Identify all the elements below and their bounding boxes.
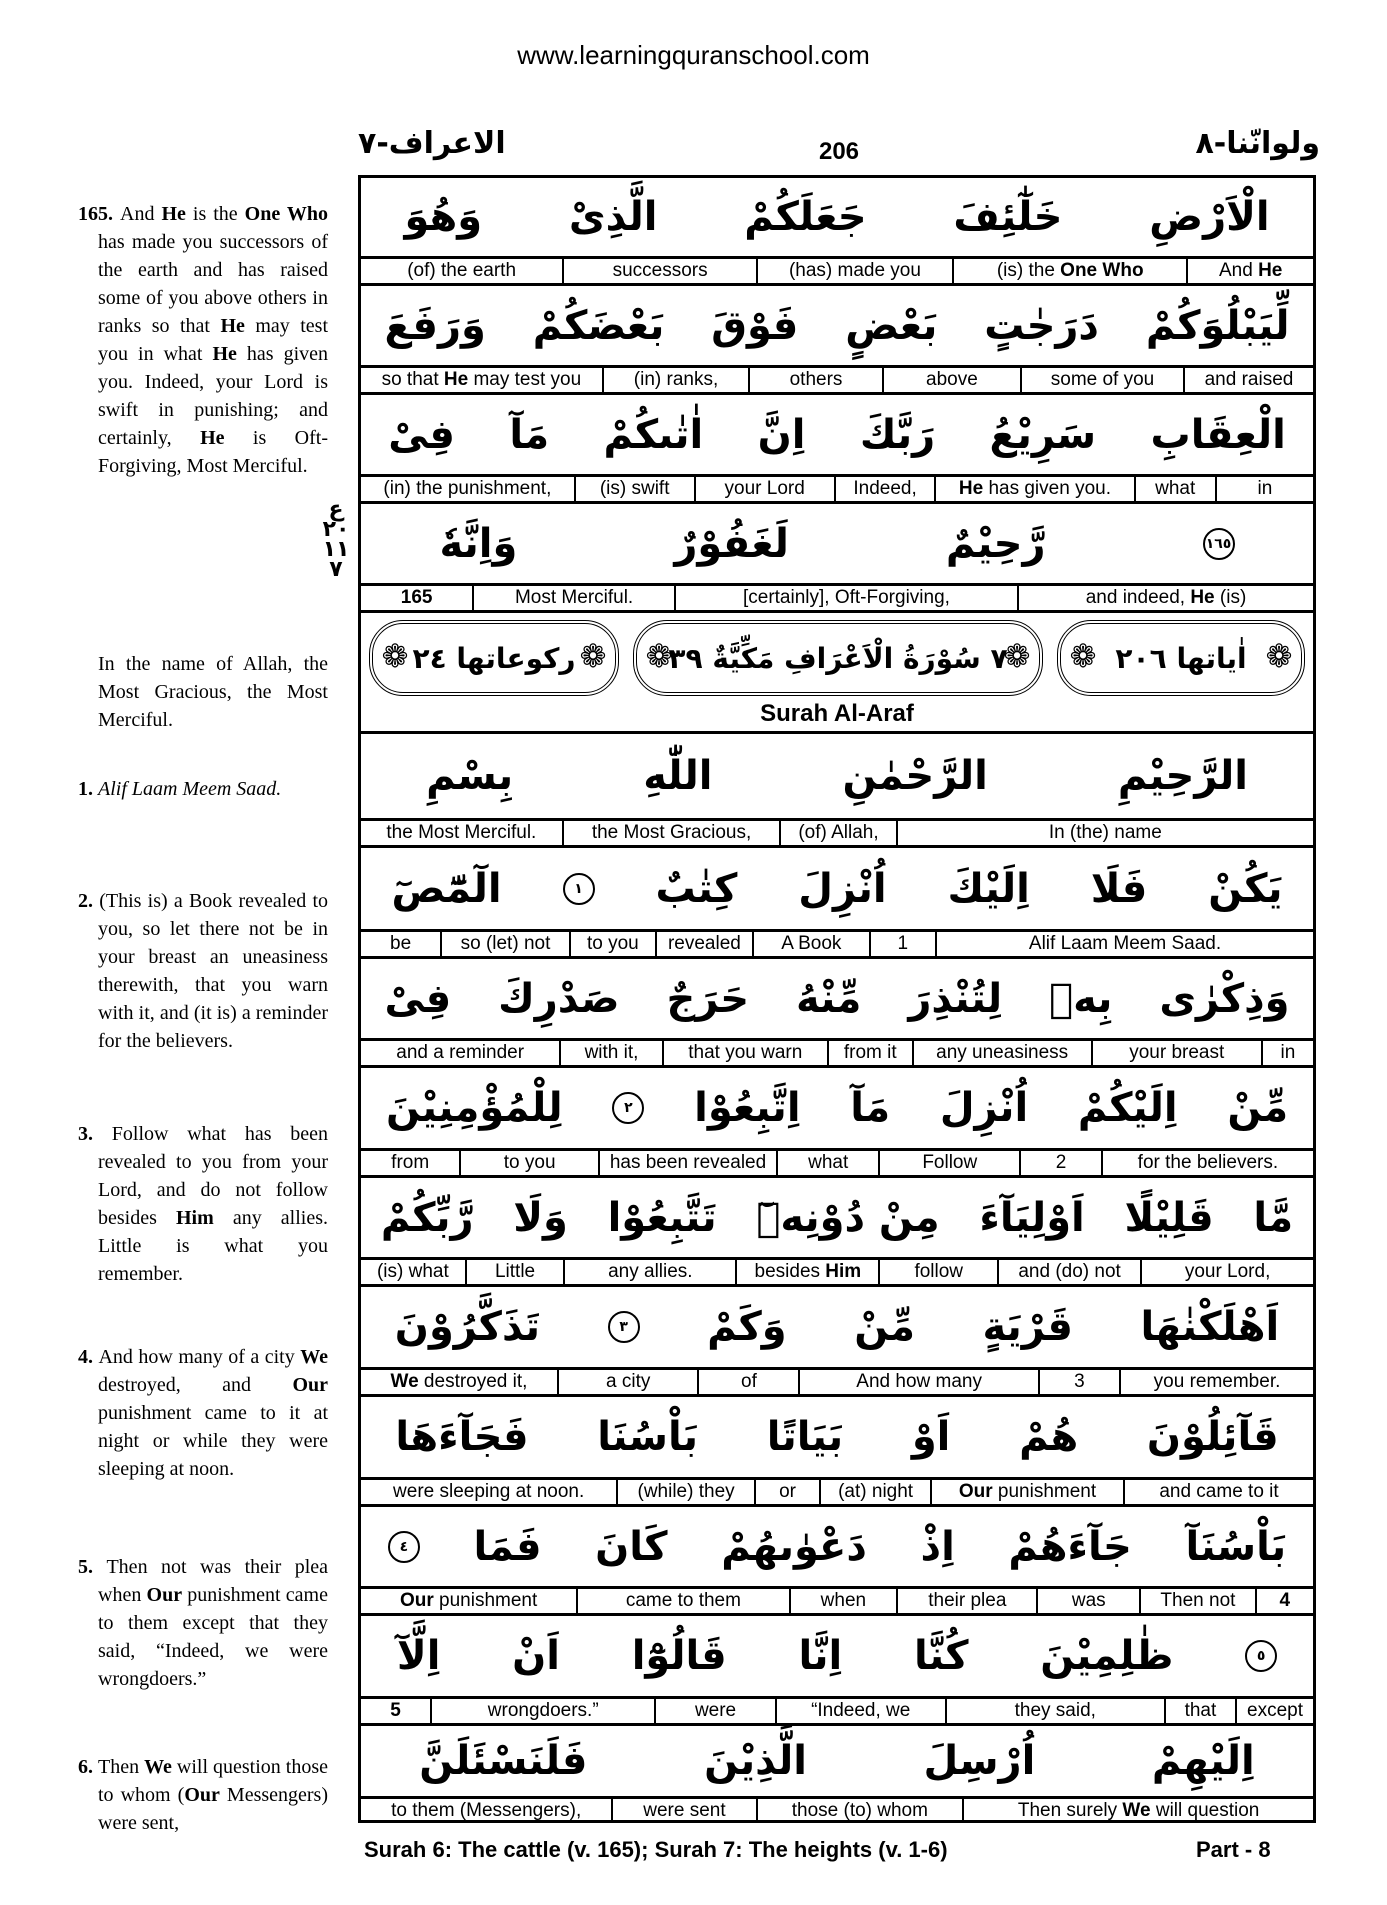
arabic-row bbox=[361, 395, 1313, 474]
arabic-word: قَآئِلُوْنَ bbox=[1146, 1414, 1279, 1460]
arabic-word: بَاْسُنَا bbox=[597, 1414, 699, 1460]
word-translation-cell: were sleeping at noon. bbox=[361, 1480, 618, 1504]
verse-number: 5. bbox=[78, 1556, 107, 1578]
arabic-row bbox=[361, 1287, 1313, 1367]
word-translation-cell: others bbox=[750, 368, 884, 392]
arabic-word: فَمَا bbox=[473, 1523, 542, 1570]
arabesque-ornament-icon: ❁ bbox=[1003, 638, 1031, 674]
translation-verse-6 bbox=[78, 1753, 328, 1837]
arabic-word: اَوْلِيَآءَ bbox=[979, 1194, 1085, 1241]
word-translation-cell: your breast bbox=[1093, 1041, 1263, 1065]
verse-number: 6. bbox=[78, 1756, 99, 1778]
word-translation-cell: or bbox=[756, 1480, 821, 1504]
english-row bbox=[361, 256, 1313, 286]
word-translation-cell: wrongdoers.” bbox=[432, 1699, 656, 1723]
verse-number: 3. bbox=[78, 1123, 112, 1145]
word-by-word-grid bbox=[358, 175, 1316, 1823]
word-translation-cell: And how many bbox=[800, 1370, 1039, 1394]
ayah-end-marker: ٣ bbox=[608, 1311, 640, 1343]
word-translation-cell: A Book bbox=[754, 932, 871, 956]
word-translation-cell: your Lord bbox=[696, 477, 836, 501]
translation-verse-2 bbox=[78, 887, 328, 1055]
arabic-word: رَّبِّكُمْ bbox=[380, 1194, 474, 1241]
word-translation-cell: revealed bbox=[657, 932, 754, 956]
arabic-word: يَكُنْ bbox=[1208, 865, 1283, 912]
word-translation-cell: (is) swift bbox=[576, 477, 696, 501]
arabic-word: الٓمّٓصٓ bbox=[391, 865, 502, 912]
word-translation-cell: In (the) name bbox=[1048, 822, 1162, 843]
arabic-row bbox=[361, 1068, 1313, 1148]
word-translation-cell: for the believers. bbox=[1137, 1152, 1279, 1173]
translation-bismillah bbox=[78, 650, 328, 734]
running-head bbox=[358, 126, 1320, 176]
arabic-word: دَرَجٰتٍ bbox=[984, 302, 1099, 349]
word-translation-cell: any allies. bbox=[565, 1260, 737, 1284]
english-row bbox=[361, 1586, 1313, 1616]
translation-text: 2. (This is) a Book revealed to you, so let there not be in your breast an uneasiness therewith, that you warn with it, and (it is) a reminder for the believers. bbox=[78, 890, 329, 1052]
word-translation-cell: (has) made you bbox=[758, 259, 954, 283]
english-row bbox=[361, 1477, 1313, 1507]
word-translation-cell: from bbox=[361, 1151, 461, 1175]
word-translation-cell: so that He may test you bbox=[361, 368, 604, 392]
arabic-word: كِتٰبٌ bbox=[655, 865, 738, 912]
word-translation-cell: successors bbox=[564, 259, 758, 283]
verse-number: 2. bbox=[78, 890, 100, 912]
ruku-marker: ع ٢٠ ١١ ٧ bbox=[322, 497, 350, 582]
translation-text: 6. Then We will question those to whom (Our Messengers) were sent, bbox=[78, 1756, 329, 1834]
arabic-word: ظٰلِمِيْنَ bbox=[1040, 1633, 1174, 1679]
arabic-word: وَلَا bbox=[513, 1194, 568, 1241]
arabic-word: فَلَنَسْئَلَنَّ bbox=[419, 1738, 588, 1784]
surah-name-english: Surah Al-Araf bbox=[760, 700, 914, 727]
word-translation-cell: and a reminder bbox=[361, 1041, 561, 1065]
word-translation-cell: (is) the One Who bbox=[954, 259, 1188, 283]
word-translation-cell: were bbox=[656, 1699, 776, 1723]
word-translation-cell: Indeed, bbox=[836, 477, 937, 501]
word-translation-cell: with it, bbox=[561, 1041, 663, 1065]
word-translation-cell: any uneasiness bbox=[914, 1041, 1093, 1065]
arabic-word: وَاِنَّهٗ bbox=[439, 520, 518, 567]
arabic-word: بَعْضٍ bbox=[845, 302, 938, 349]
arabic-word: جَآءَهُمْ bbox=[1008, 1523, 1132, 1570]
arabic-word: اَوْ bbox=[911, 1414, 951, 1460]
english-row bbox=[361, 1257, 1313, 1287]
english-row bbox=[361, 929, 1313, 959]
arabic-word: مِّنْهُ bbox=[796, 975, 862, 1022]
arabic-word: قَالُوْٓا bbox=[631, 1633, 727, 1679]
arabic-word: كَانَ bbox=[595, 1523, 668, 1570]
arabic-word: دَعْوٰىهُمْ bbox=[721, 1523, 867, 1570]
arabic-word: اَنْ bbox=[512, 1633, 560, 1679]
arabic-word: لِّيَبْلُوَكُمْ bbox=[1145, 302, 1290, 349]
english-row bbox=[361, 1796, 1313, 1823]
word-translation-cell: 2 bbox=[1021, 1151, 1103, 1175]
english-row bbox=[361, 818, 1313, 848]
arabic-word: اِلَيْكَ bbox=[947, 865, 1030, 912]
translation-verse-5 bbox=[78, 1553, 328, 1693]
arabic-word: وَذِكْرٰى bbox=[1159, 975, 1290, 1022]
arabic-row bbox=[361, 1397, 1313, 1477]
arabic-word: بِهٖ bbox=[1049, 975, 1113, 1022]
word-translation-cell: from it bbox=[829, 1041, 914, 1065]
word-translation-cell: the Most Gracious, bbox=[564, 821, 782, 845]
arabic-word: بِسْمِ bbox=[426, 753, 514, 799]
word-translation-cell: of bbox=[699, 1370, 800, 1394]
word-translation-cell: 5 bbox=[361, 1699, 432, 1723]
word-translation-cell: above bbox=[884, 368, 1022, 392]
word-translation-cell: (in) ranks, bbox=[604, 368, 750, 392]
arabesque-ornament-icon: ❁ bbox=[579, 638, 607, 674]
word-translation-cell: (is) what bbox=[361, 1260, 467, 1284]
arabic-word: مِنْ دُوْنِهٖٓ bbox=[756, 1194, 940, 1241]
arabic-word: تَتَّبِعُوْا bbox=[607, 1194, 717, 1241]
word-translation-cell: when bbox=[791, 1589, 899, 1613]
word-translation-cell: (at) night bbox=[821, 1480, 932, 1504]
arabic-row bbox=[361, 959, 1313, 1038]
arabesque-ornament-icon: ❁ bbox=[1069, 638, 1097, 674]
arabic-word: مَآ bbox=[850, 1085, 891, 1131]
arabic-word: هُمْ bbox=[1019, 1414, 1079, 1460]
arabic-word: رَّحِيْمٌ bbox=[945, 520, 1046, 567]
word-translation-cell: what bbox=[778, 1151, 880, 1175]
arabic-row bbox=[361, 1178, 1313, 1257]
word-translation-cell: except bbox=[1247, 1700, 1303, 1721]
juz-name-arabic: ولوانّنا-٨ bbox=[1195, 126, 1320, 161]
translation-text: 4. And how many of a city We destroyed, and Our punishment came to it at night or while they were sleeping at noon. bbox=[78, 1346, 328, 1480]
site-url[interactable]: www.learningquranschool.com bbox=[517, 40, 870, 70]
ayat-count: اٰياتها ٢٠٦ bbox=[1115, 641, 1247, 675]
arabic-word: لِتُنْذِرَ bbox=[908, 975, 1003, 1022]
arabic-word: خَلٰٓئِفَ bbox=[953, 194, 1063, 240]
word-translation-cell: has been revealed bbox=[600, 1151, 778, 1175]
translation-verse-165 bbox=[78, 200, 328, 480]
arabic-word: وَهُوَ bbox=[404, 194, 483, 240]
word-translation-cell: and indeed, He (is) bbox=[1085, 587, 1247, 608]
word-translation-cell: and came to it bbox=[1159, 1481, 1279, 1502]
word-translation-cell: 1 bbox=[871, 932, 937, 956]
arabic-row bbox=[361, 1616, 1313, 1696]
english-row bbox=[361, 1038, 1313, 1068]
arabic-row bbox=[361, 848, 1313, 929]
arabic-word: مَّا bbox=[1253, 1194, 1294, 1241]
word-translation-cell: 3 bbox=[1040, 1370, 1121, 1394]
arabic-word: بَعْضَكُمْ bbox=[532, 302, 665, 349]
word-translation-cell: We destroyed it, bbox=[361, 1370, 559, 1394]
word-translation-cell: to you bbox=[461, 1151, 600, 1175]
footer-part: Part - 8 bbox=[1196, 1837, 1271, 1862]
arabic-word: اِلَيْهِمْ bbox=[1151, 1738, 1255, 1784]
translation-verse-3 bbox=[78, 1120, 328, 1288]
arabic-word: اُنْزِلَ bbox=[939, 1085, 1029, 1131]
word-translation-cell: their plea bbox=[898, 1589, 1038, 1613]
word-translation-cell: that you warn bbox=[664, 1041, 829, 1065]
arabic-row bbox=[361, 731, 1313, 818]
word-translation-cell: Our punishment bbox=[932, 1480, 1125, 1504]
surah-title-arabic: ٧ سُوْرَةُ الْاَعْرَافِ مَكِّيَّةٌ ٣٩ bbox=[668, 641, 1008, 675]
arabic-word: لَغَفُوْرٌ bbox=[674, 520, 789, 567]
arabic-word: الْعِقَابِ bbox=[1150, 411, 1286, 458]
verse-number: 1. bbox=[78, 778, 98, 800]
footer-surah-range: Surah 6: The cattle (v. 165); Surah 7: The heights (v. 1-6) bbox=[364, 1837, 948, 1862]
word-translation-cell: you remember. bbox=[1153, 1371, 1281, 1392]
arabic-word: اٰتٰىكُمْ bbox=[603, 411, 704, 458]
word-translation-cell: Follow bbox=[880, 1151, 1021, 1175]
arabic-word: اِنَّا bbox=[798, 1633, 843, 1679]
english-row bbox=[361, 1148, 1313, 1178]
word-translation-cell: were sent bbox=[613, 1799, 757, 1823]
arabic-word: اِلَّآ bbox=[396, 1633, 441, 1679]
word-translation-cell: to you bbox=[571, 932, 657, 956]
word-translation-cell: besides Him bbox=[737, 1260, 880, 1284]
word-translation-cell: and raised bbox=[1204, 369, 1294, 390]
word-translation-cell: follow bbox=[880, 1260, 999, 1284]
word-translation-cell: be bbox=[361, 932, 442, 956]
word-translation-cell: (of) Allah, bbox=[781, 821, 897, 845]
translation-verse-4 bbox=[78, 1343, 328, 1483]
page-number: 206 bbox=[818, 138, 860, 165]
arabic-word: سَرِيْعُ bbox=[989, 411, 1097, 458]
arabic-word: وَرَفَعَ bbox=[384, 302, 486, 349]
arabic-word: حَرَجٌ bbox=[666, 975, 750, 1022]
word-translation-cell: (of) the earth bbox=[361, 259, 564, 283]
arabic-word: لِلْمُؤْمِنِيْنَ bbox=[385, 1085, 563, 1131]
word-translation-cell: (in) the punishment, bbox=[361, 477, 576, 501]
word-translation-cell: came to them bbox=[578, 1589, 790, 1613]
arabic-word: مَآ bbox=[509, 411, 550, 458]
arabic-word: بَاْسُنَآ bbox=[1185, 1523, 1287, 1570]
translation-text: 165. And He is the One Who has made you successors of the earth and has raised some of you above others in ranks so that He may test you in what He has given you. Indeed, your Lord is swift in punishing; and certainly, He is Oft-Forgiving, Most Merciful. bbox=[78, 203, 328, 477]
word-translation-cell: in bbox=[1257, 478, 1273, 499]
arabic-word: فَلَا bbox=[1090, 865, 1148, 912]
arabic-word: فَجَآءَهَا bbox=[395, 1414, 529, 1460]
arabic-word: اِنَّ bbox=[757, 411, 806, 458]
word-translation-cell: And He bbox=[1218, 260, 1283, 281]
word-translation-cell: so (let) not bbox=[442, 932, 571, 956]
word-translation-cell: He has given you. bbox=[936, 477, 1135, 501]
arabic-word: وَكَمْ bbox=[707, 1304, 787, 1350]
english-row bbox=[361, 1367, 1313, 1397]
word-translation-cell: [certainly], Oft-Forgiving, bbox=[676, 586, 1019, 610]
surah-title-cartouche bbox=[633, 620, 1043, 696]
word-translation-cell: and (do) not bbox=[999, 1260, 1142, 1284]
word-translation-cell: 165 bbox=[361, 586, 474, 610]
arabic-word: اِتَّبِعُوْا bbox=[694, 1085, 801, 1131]
verse-number: 165. bbox=[78, 203, 120, 225]
arabic-row bbox=[361, 1726, 1313, 1796]
arabic-row bbox=[361, 1507, 1313, 1586]
arabic-word: اَهْلَكْنٰهَا bbox=[1140, 1304, 1280, 1350]
ayah-end-marker: ٤ bbox=[388, 1531, 420, 1563]
arabic-word: فِىْ bbox=[384, 975, 452, 1022]
word-translation-cell: in bbox=[1280, 1042, 1296, 1063]
word-translation-cell: 4 bbox=[1279, 1590, 1291, 1611]
ruku-count: ركوعاتها ٢٤ bbox=[412, 641, 576, 675]
translation-text: 1. Alif Laam Meem Saad. bbox=[78, 778, 282, 800]
word-translation-cell: was bbox=[1038, 1589, 1141, 1613]
arabic-word: جَعَلَكُمْ bbox=[744, 194, 867, 240]
arabic-word: تَذَكَّرُوْنَ bbox=[394, 1304, 541, 1350]
word-translation-cell: Our punishment bbox=[361, 1589, 578, 1613]
word-translation-cell: to them (Messengers), bbox=[361, 1799, 613, 1823]
ayah-end-marker: ٥ bbox=[1245, 1640, 1277, 1672]
word-translation-cell: they said, bbox=[947, 1699, 1166, 1723]
english-row bbox=[361, 583, 1313, 613]
arabic-row bbox=[361, 504, 1313, 583]
arabic-word: فَوْقَ bbox=[711, 302, 799, 349]
arabesque-ornament-icon: ❁ bbox=[645, 638, 673, 674]
ayah-end-marker: ٢ bbox=[612, 1092, 644, 1124]
english-row bbox=[361, 474, 1313, 504]
translation-verse-1 bbox=[78, 775, 328, 803]
arabic-word: كُنَّا bbox=[913, 1633, 969, 1679]
arabic-word: اُرْسِلَ bbox=[923, 1738, 1036, 1784]
arabic-word: الرَّحِيْمِ bbox=[1117, 753, 1248, 799]
word-translation-cell: a city bbox=[559, 1370, 700, 1394]
arabic-word: اِلَيْكُمْ bbox=[1077, 1085, 1178, 1131]
surah-header-banner bbox=[369, 616, 1305, 702]
arabic-word: صَدْرِكَ bbox=[498, 975, 620, 1022]
arabic-word: رَبَّكَ bbox=[859, 411, 936, 458]
arabic-word: قَرْيَةٍ bbox=[982, 1304, 1073, 1350]
word-translation-cell: that bbox=[1166, 1699, 1237, 1723]
word-translation-cell: Little bbox=[467, 1260, 566, 1284]
word-translation-cell: what bbox=[1136, 477, 1217, 501]
arabic-word: الْاَرْضِ bbox=[1149, 194, 1270, 240]
word-translation-cell: Most Merciful. bbox=[474, 586, 676, 610]
word-translation-cell: Alif Laam Meem Saad. bbox=[1028, 933, 1222, 954]
word-translation-cell: “Indeed, we bbox=[777, 1699, 947, 1723]
word-translation-cell: the Most Merciful. bbox=[361, 821, 564, 845]
arabic-word: مِّنْ bbox=[1227, 1085, 1289, 1131]
english-row bbox=[361, 1696, 1313, 1726]
ayah-end-marker: ١ bbox=[563, 873, 595, 905]
word-translation-cell: Then not bbox=[1141, 1589, 1257, 1613]
arabic-word: اِذْ bbox=[920, 1523, 955, 1570]
arabic-word: فِىْ bbox=[388, 411, 455, 458]
arabic-word: الَّذِىْ bbox=[568, 194, 658, 240]
word-translation-cell: (while) they bbox=[618, 1480, 756, 1504]
arabic-row bbox=[361, 286, 1313, 365]
translation-text: 3. Follow what has been revealed to you from your Lord, and do not follow besides Him any allies. Little is what you remember. bbox=[78, 1123, 328, 1285]
arabic-word: بَيَاتًا bbox=[766, 1414, 844, 1460]
word-translation-cell: some of you bbox=[1022, 368, 1185, 392]
arabesque-ornament-icon: ❁ bbox=[381, 638, 409, 674]
ayah-end-marker: ١٦٥ bbox=[1203, 528, 1235, 560]
arabic-word: الَّذِيْنَ bbox=[704, 1738, 807, 1784]
surah-name-arabic: الاعراف-٧ bbox=[358, 126, 506, 161]
arabic-word: قَلِيْلًا bbox=[1124, 1194, 1214, 1241]
translation-text: In the name of Allah, the Most Gracious, the Most Merciful. bbox=[98, 653, 328, 731]
arabesque-ornament-icon: ❁ bbox=[1265, 638, 1293, 674]
arabic-word: اُنْزِلَ bbox=[798, 865, 887, 912]
english-row bbox=[361, 365, 1313, 395]
arabic-word: الرَّحْمٰنِ bbox=[842, 753, 988, 799]
arabic-row bbox=[361, 178, 1313, 256]
arabic-word: اللّٰهِ bbox=[643, 753, 713, 799]
word-translation-cell: your Lord, bbox=[1184, 1261, 1271, 1282]
word-translation-cell: those (to) whom bbox=[758, 1799, 965, 1823]
verse-number: 4. bbox=[78, 1346, 99, 1368]
translation-text: 5. Then not was their plea when Our punishment came to them except that they said, “Indeed, we were wrongdoers.” bbox=[78, 1556, 329, 1690]
word-translation-cell: Then surely We will question bbox=[1017, 1800, 1260, 1821]
arabic-word: مِّنْ bbox=[854, 1304, 915, 1350]
